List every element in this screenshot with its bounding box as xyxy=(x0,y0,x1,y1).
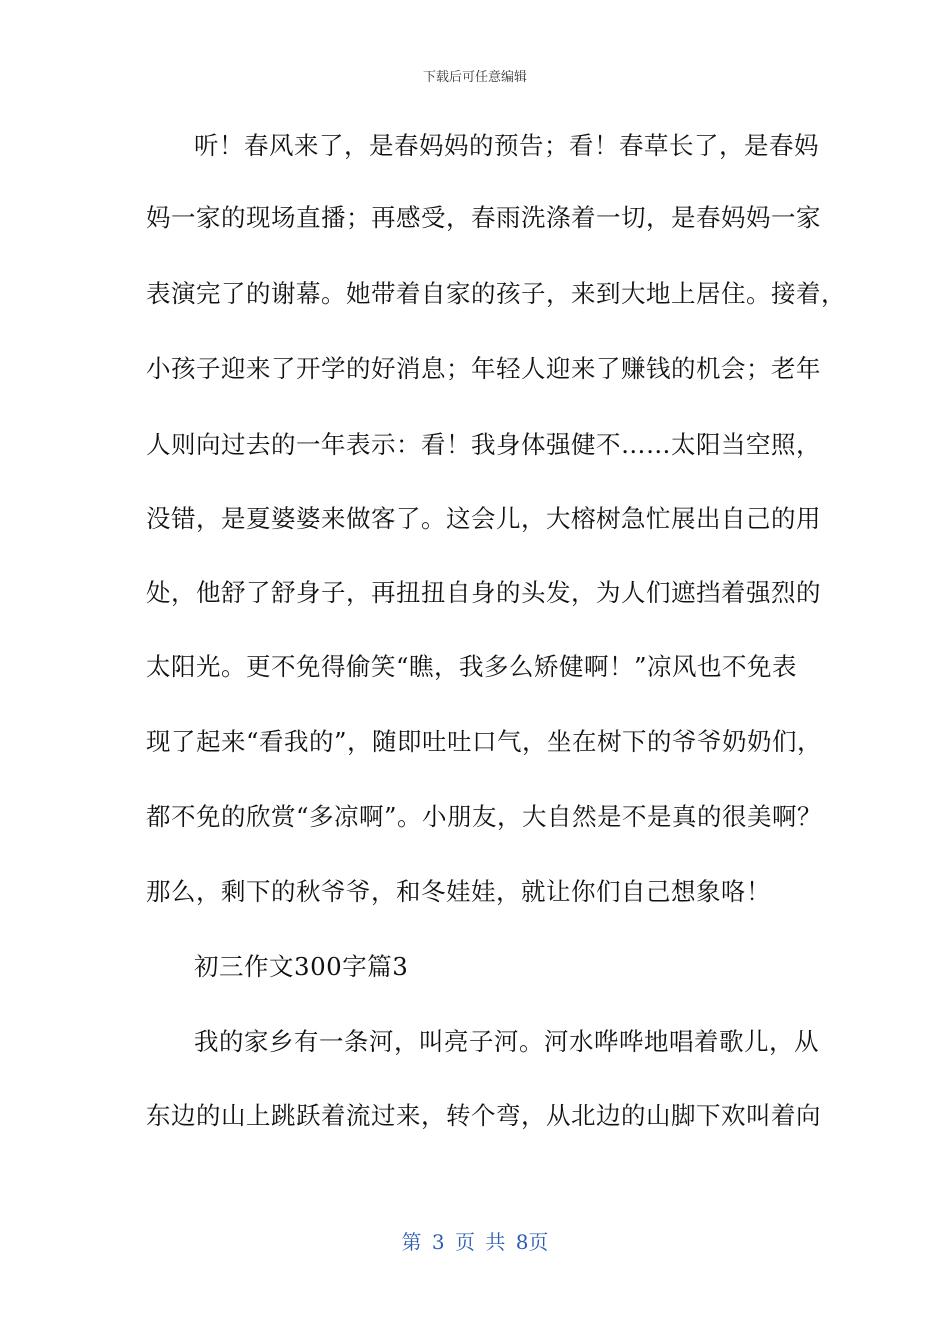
paragraph-line: 都不免的欣赏“多凉啊”。小朋友，大自然是不是真的很美啊？ xyxy=(146,802,823,831)
paragraph-line: 那么，剩下的秋爷爷，和冬娃娃，就让你们自己想象咯！ xyxy=(146,877,771,906)
paragraph-line: 人则向过去的一年表示：看！我身体强健不……太阳当空照， xyxy=(146,430,821,459)
paragraph-line: 小孩子迎来了开学的好消息；年轻人迎来了赚钱的机会；老年 xyxy=(146,354,821,383)
paragraph-line: 现了起来“看我的”，随即吐吐口气，坐在树下的爷爷奶奶们， xyxy=(146,727,823,756)
paragraph-line: 听！春风来了，是春妈妈的预告；看！春草长了，是春妈 xyxy=(194,131,819,160)
paragraph-line: 表演完了的谢幕。她带着自家的孩子，来到大地上居住。接着， xyxy=(146,279,846,308)
page-footer: 第 3 页 共 8页 xyxy=(401,1230,549,1254)
section-heading: 初三作文300字篇3 xyxy=(194,952,409,981)
page-header: 下载后可任意编辑 xyxy=(422,70,527,85)
paragraph-line: 太阳光。更不免得偷笑“瞧，我多么矫健啊！”凉风也不免表 xyxy=(146,652,798,681)
paragraph-line: 没错，是夏婆婆来做客了。这会儿，大榕树急忙展出自己的用 xyxy=(146,504,821,533)
paragraph-line: 东边的山上跳跃着流过来，转个弯，从北边的山脚下欢叫着向 xyxy=(146,1101,821,1130)
paragraph-line: 妈一家的现场直播；再感受，春雨洗涤着一切，是春妈妈一家 xyxy=(146,203,821,232)
paragraph-line: 处，他舒了舒身子，再扭扭自身的头发，为人们遮挡着强烈的 xyxy=(146,578,821,607)
paragraph-line: 我的家乡有一条河，叫亮子河。河水哗哗地唱着歌儿，从 xyxy=(194,1027,819,1056)
